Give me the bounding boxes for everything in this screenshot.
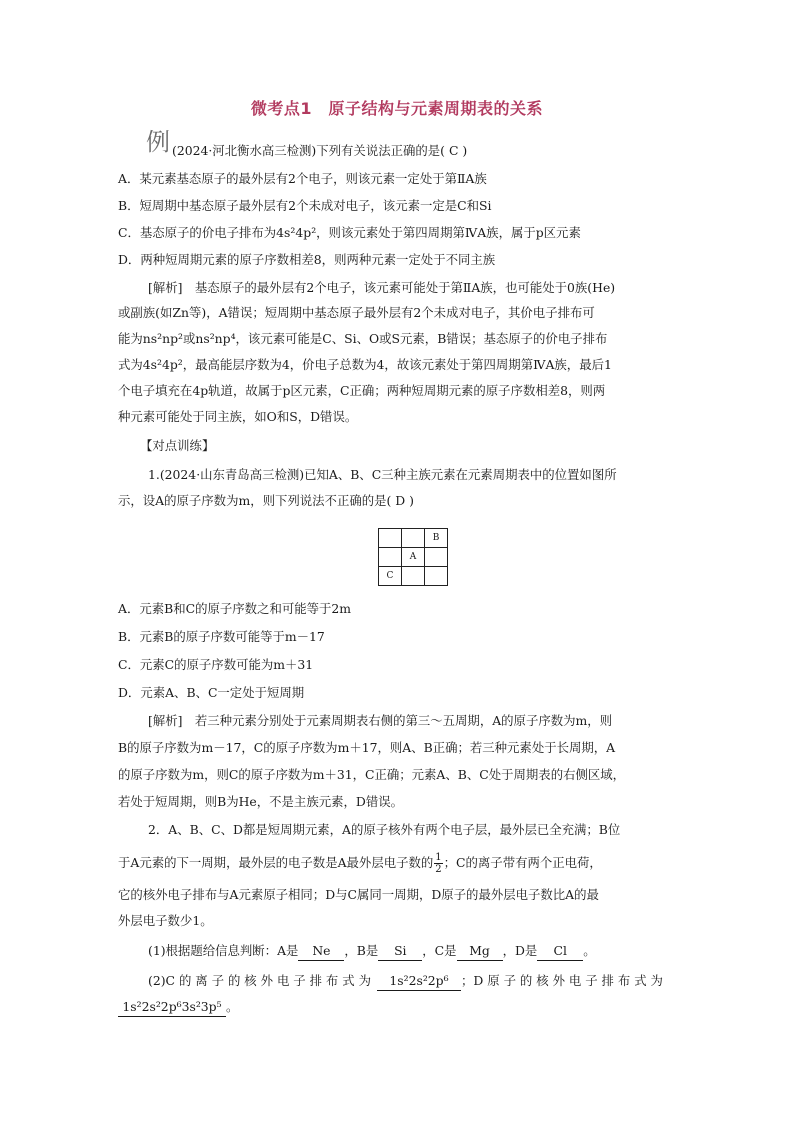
q2-stem-part: ；C的离子带有两个正电荷， [443,855,602,870]
grid-cell: B [425,529,448,548]
grid-cell: A [402,548,425,567]
q2-part2-text: 。 [226,999,239,1014]
q2-part1-text: ，B是 [344,943,379,958]
q2-part1-text: ，D是 [502,943,538,958]
example-analysis-line: 或副族(如Zn等)，A错误；短周期中基态原子最外层有2个未成对电子，其价电子排布可 [118,305,595,320]
fraction-numerator: 1 [435,852,442,863]
q1-analysis-line: [解析] 若三种元素分别处于元素周期表右侧的第三～五周期，A的原子序数为m，则 [148,713,613,728]
q1-option-c: C．元素C的原子序数可能为m＋31 [118,657,314,672]
grid-cell: C [379,567,402,586]
q2-part1-text: ，C是 [422,943,457,958]
answer-b: Si [378,942,422,961]
example-analysis-line: 种元素可能处于同主族，如O和S，D错误。 [118,409,358,424]
q2-part1-text: 。 [583,943,596,958]
q1-option-a: A．元素B和C的原子序数之和可能等于2m [118,601,352,616]
q2-stem-line: 它的核外电子排布与A元素原子相同；D与C属同一周期，D原子的最外层电子数比A的最 [118,887,599,902]
periodic-position-grid [378,528,448,586]
q2-part2-text: ；D 原 子 的 核 外 电 子 排 布 式 为 [460,973,663,988]
page-title: 微考点1 原子结构与元素周期表的关系 [250,99,544,118]
q2-stem-line: 外层电子数少1。 [118,913,213,928]
answer-c: Mg [457,942,503,961]
q1-stem-line: 示，设A的原子序数为m，则下列说法不正确的是( D ) [118,493,414,508]
grid-cell [402,529,425,548]
example-stem: (2024·河北衡水高三检测)下列有关说法正确的是( C ) [172,143,468,158]
grid-cell [379,529,402,548]
q2-part2 [148,972,663,991]
q1-option-d: D．元素A、B、C一定处于短周期 [118,685,305,700]
one-half-fraction [434,852,442,875]
q2-stem-line: 2．A、B、C、D都是短周期元素，A的原子核外有两个电子层，最外层已全充满；B位 [148,822,621,837]
example-option-a: A．某元素基态原子的最外层有2个电子，则该元素一定处于第ⅡA族 [118,171,487,186]
grid-cell [425,548,448,567]
answer-ion-config: 1s²2s²2p⁶ [377,972,461,991]
q2-stem-line [118,852,602,875]
q2-stem-part: 于A元素的下一周期，最外层的电子数是A最外层电子数的 [118,855,434,870]
q1-analysis-line: 若处于短周期，则B为He，不是主族元素，D错误。 [118,794,403,809]
q2-part2-lead: (2)C 的 离 子 的 核 外 电 子 排 布 式 为 [148,973,371,988]
example-option-d: D．两种短周期元素的原子序数相差8，则两种元素一定处于不同主族 [118,252,496,267]
q1-analysis-line: 的原子序数为m，则C的原子序数为m＋31，C正确；元素A、B、C处于周期表的右侧区域， [118,767,626,782]
example-analysis-line: 个电子填充在4p轨道，故属于p区元素，C正确；两种短周期元素的原子序数相差8，则两 [118,383,606,398]
fraction-denominator: 2 [435,864,442,875]
q2-part2-line2 [118,998,238,1017]
example-option-c: C．基态原子的价电子排布为4s²4p²，则该元素处于第四周期第ⅣA族，属于p区元素 [118,225,581,240]
grid-cell [379,548,402,567]
q1-stem-line: 1.(2024·山东青岛高三检测)已知A、B、C三种主族元素在元素周期表中的位置如图所 [148,467,617,482]
answer-d: Cl [537,942,583,961]
answer-d-config: 1s²2s²2p⁶3s²3p⁵ [118,998,226,1017]
grid-cell [425,567,448,586]
example-option-b: B．短周期中基态原子最外层有2个未成对电子，该元素一定是C和Si [118,198,492,213]
example-analysis-line: 能为ns²np²或ns²np⁴，该元素可能是C、Si、O或S元素，B错误；基态原子的价电子排布 [118,331,608,346]
grid-cell [402,567,425,586]
q2-part1 [148,942,596,961]
q1-option-b: B．元素B的原子序数可能等于m－17 [118,629,325,644]
practice-heading: 【对点训练】 [140,438,215,453]
q2-part1-lead: (1)根据题给信息判断：A是 [148,943,299,958]
example-analysis-line: 式为4s²4p²，最高能层序数为4，价电子总数为4，故该元素处于第四周期第ⅣA族，最后1 [118,357,612,372]
example-analysis-line: [解析] 基态原子的最外层有2个电子，该元素可能处于第ⅡA族，也可能处于0族(He) [148,280,616,295]
q1-analysis-line: B的原子序数为m－17，C的原子序数为m＋17，则A、B正确；若三种元素处于长周期，A [118,740,616,755]
answer-a: Ne [298,942,344,961]
example-mark: 例 [146,128,170,156]
